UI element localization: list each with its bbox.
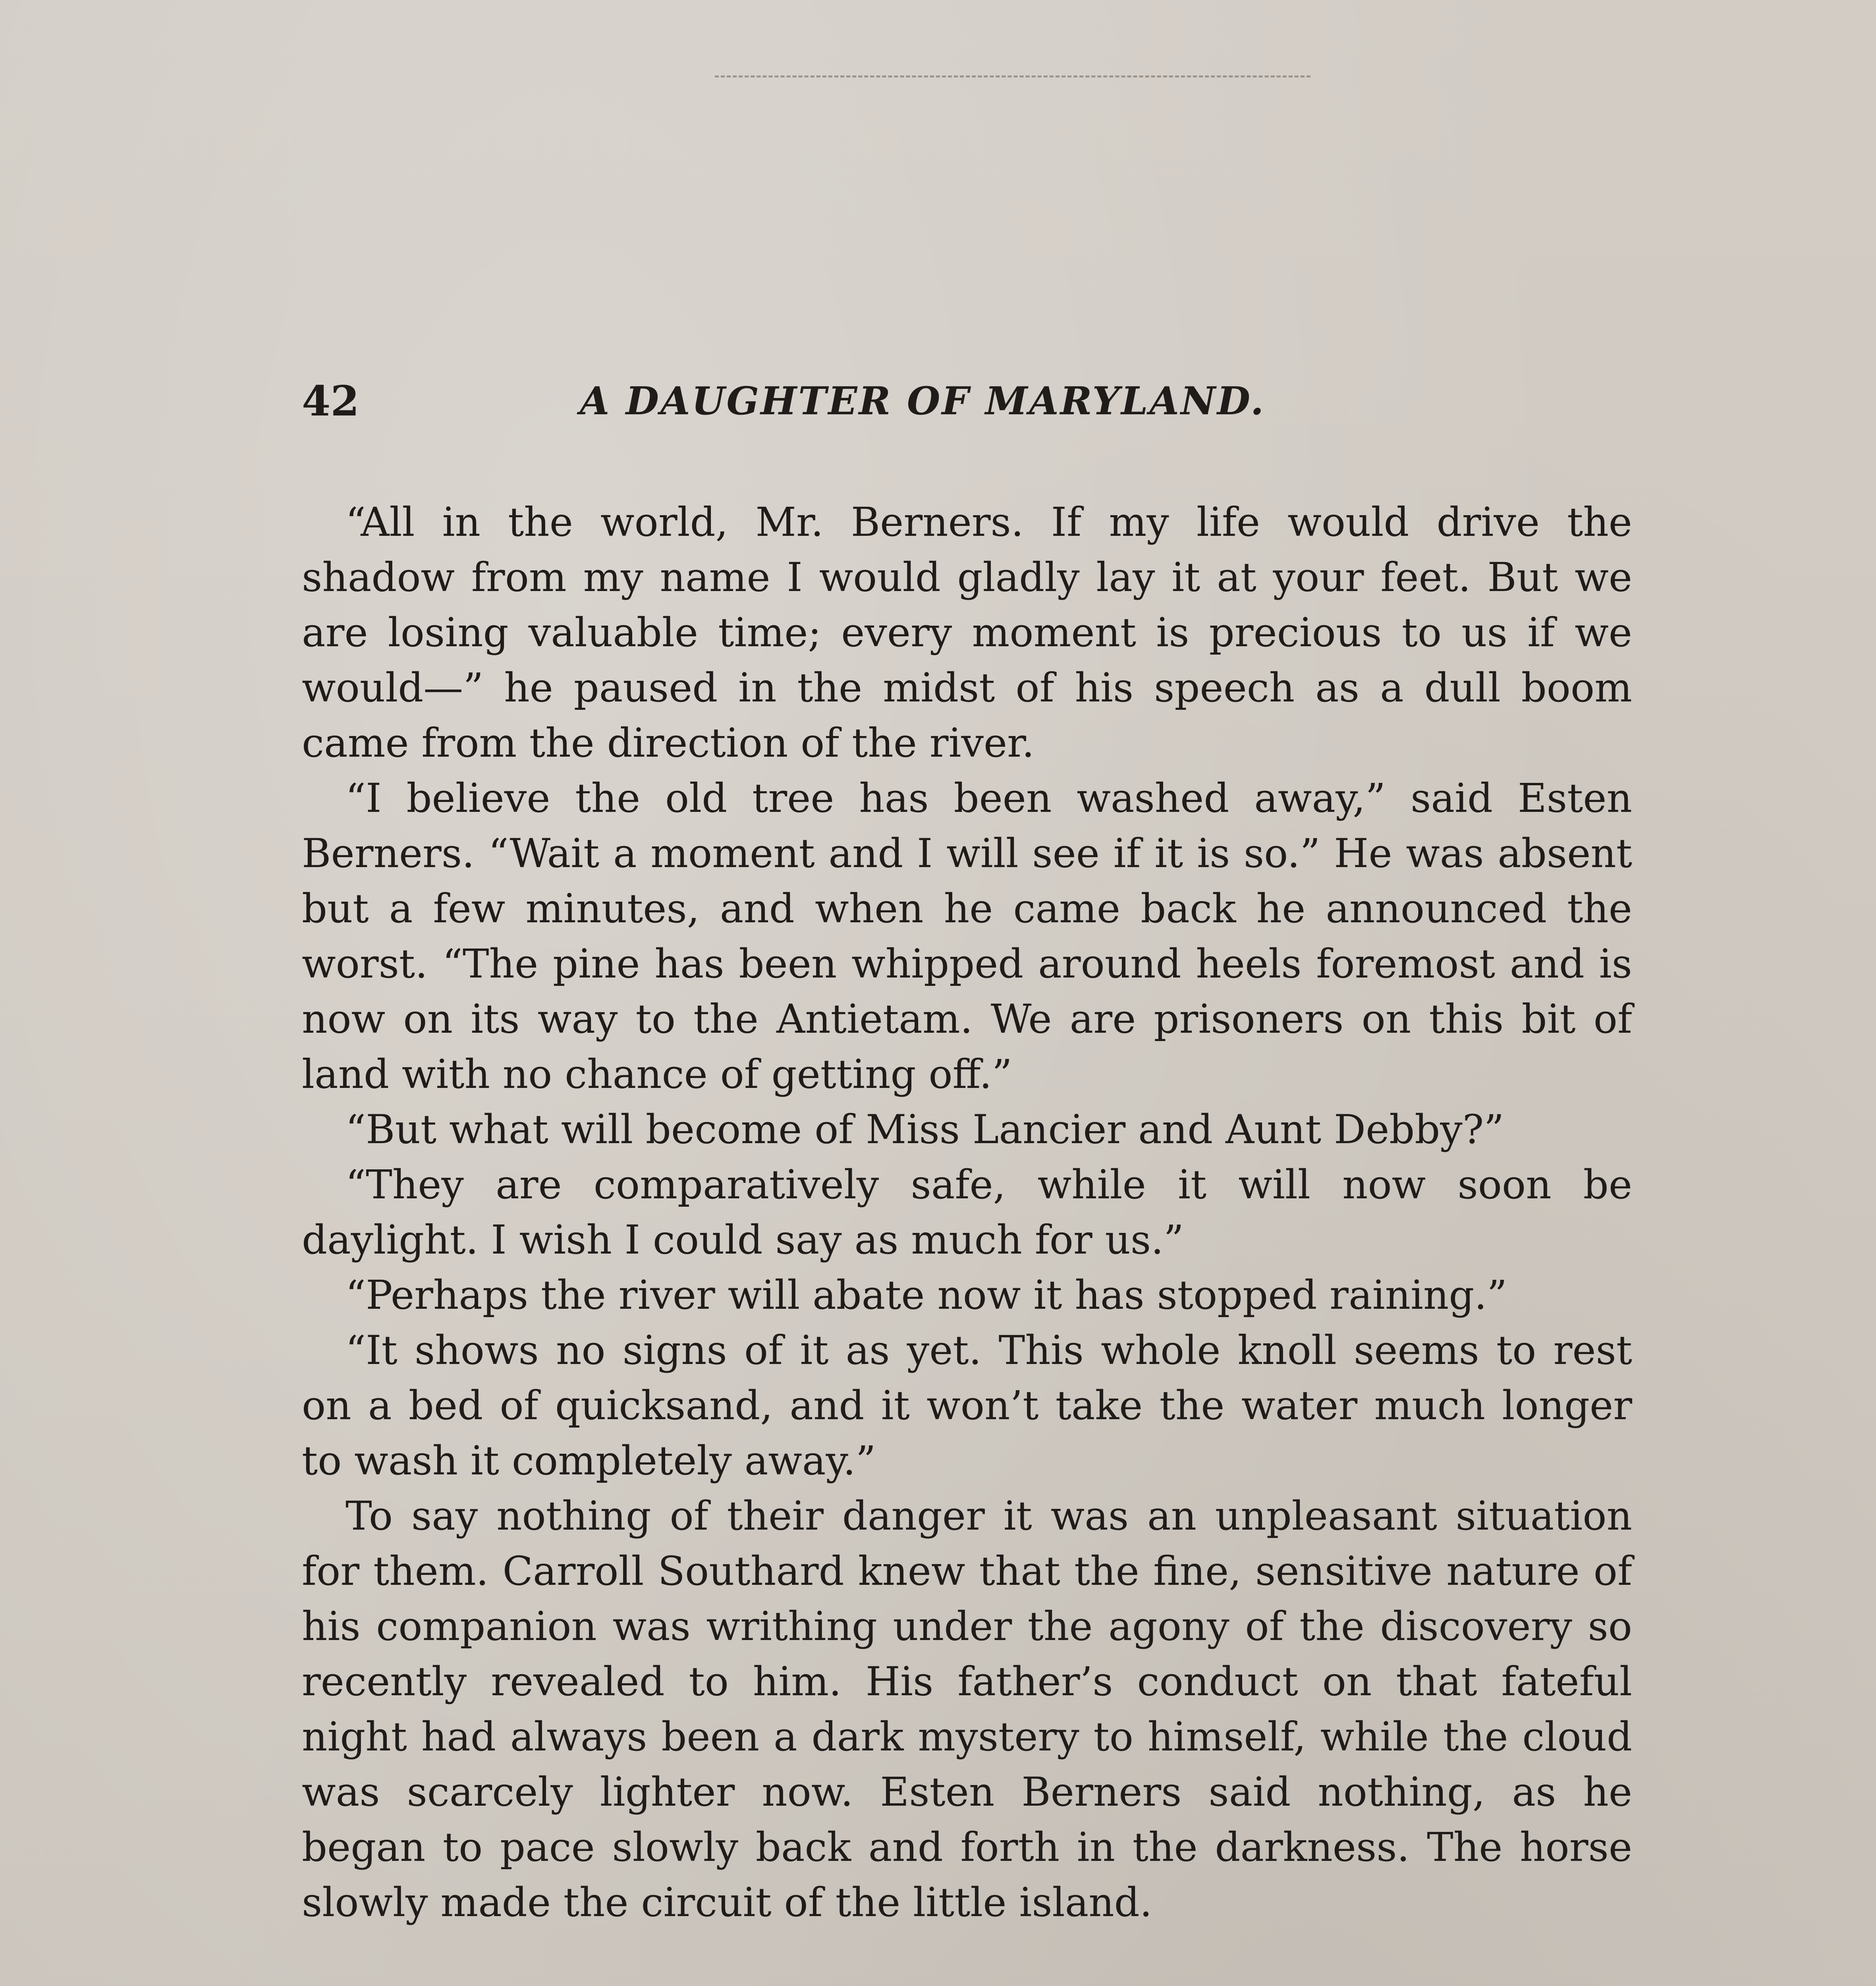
- page-header: [302, 369, 1644, 433]
- paragraph: To say nothing of their danger it was an unpleasant situation for them. Carroll Southard knew that the fine, sensitive nature of his companion was writhing under the agony of the discovery so recently revealed to him. His father’s conduct on that fateful night had always been a dark mystery to himself, while the cloud was scarcely lighter now. Esten Berners said nothing, as he began to pace slowly back and forth in the darkness. The horse slowly made the circuit of the little island.: [302, 1493, 1632, 1926]
- paragraph: “But what will become of Miss Lancier and Aunt Debby?”: [345, 1106, 1504, 1153]
- top-ink-marks: [715, 75, 1310, 77]
- running-title: A DAUGHTER OF MARYLAND.: [580, 379, 1266, 423]
- page-number: 42: [302, 377, 359, 425]
- paragraph: “It shows no signs of it as yet. This whole knoll seems to rest on a bed of quicksand, and it won’t take the water much longer to wash it completely away.”: [302, 1327, 1632, 1484]
- paragraph: “All in the world, Mr. Berners. If my life would drive the shadow from my name I would gladly lay it at your feet. But we are losing valuable time; every moment is precious to us if we would—” he paused in the midst of his speech as a dull boom came from the direction of the river.: [302, 499, 1632, 766]
- paragraph: “Perhaps the river will abate now it has stopped raining.”: [345, 1272, 1507, 1318]
- paragraph: “I believe the old tree has been washed away,” said Esten Berners. “Wait a moment and I will see if it is so.” He was absent but a few minutes, and when he came back he announced the worst. “The pine has been whipped around heels foremost and is now on its way to the Antietam. We are prisoners on this bit of land with no chance of getting off.”: [302, 775, 1632, 1097]
- body-text: [302, 495, 1632, 1930]
- paragraph: “They are comparatively safe, while it will now soon be daylight. I wish I could say as much for us.”: [302, 1161, 1632, 1263]
